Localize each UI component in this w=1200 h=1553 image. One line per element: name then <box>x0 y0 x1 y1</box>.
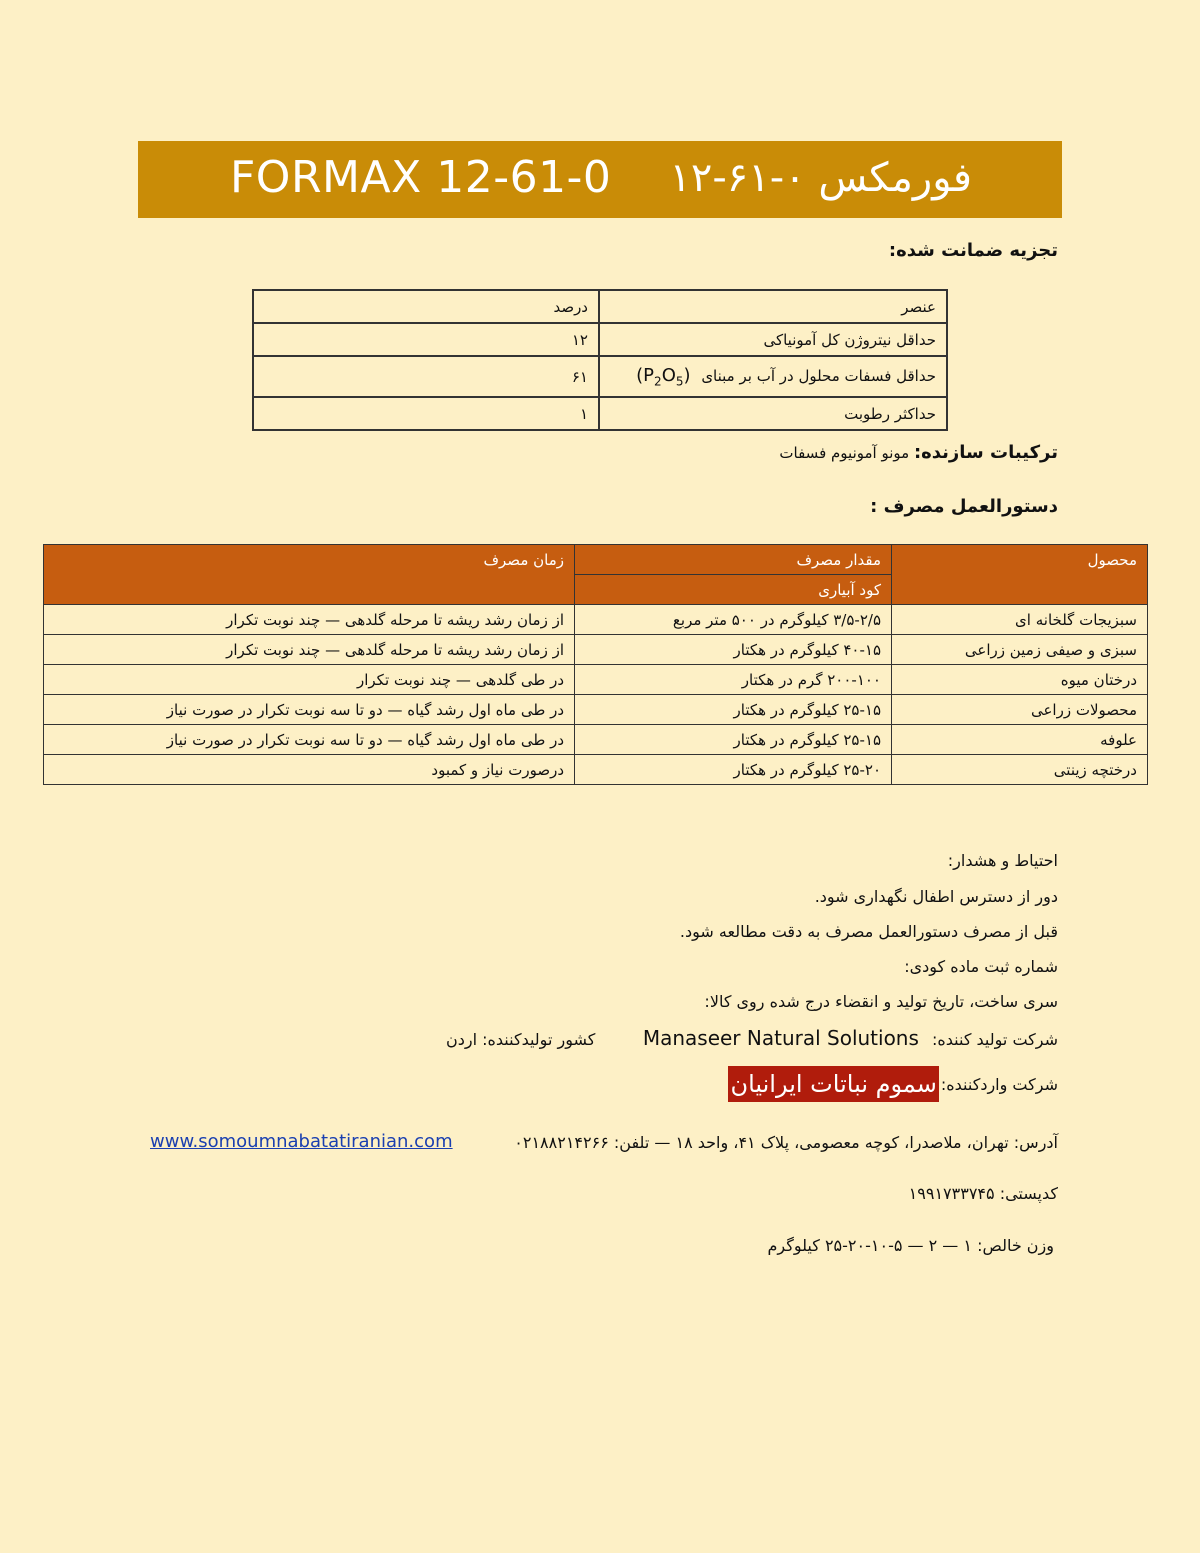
product-title-fa: فورمکس ۰-۶۱-۱۲ <box>669 155 972 201</box>
composition-value: مونو آمونیوم فسفات <box>779 444 910 462</box>
postal-code: کدپستی: ۱۹۹۱۷۳۳۷۴۵ <box>908 1184 1058 1203</box>
importer-line <box>728 1060 1058 1108</box>
country-of-origin: کشور تولیدکننده: اردن <box>446 1030 596 1049</box>
time-cell: از زمان رشد ریشه تا مرحله گلدهی — چند نوبت تکرار <box>44 605 575 635</box>
product-cell: علوفه <box>892 725 1148 755</box>
element-cell <box>599 356 947 397</box>
product-cell: محصولات زراعی <box>892 695 1148 725</box>
table-row <box>253 397 947 430</box>
composition-line <box>779 442 1058 463</box>
amount-cell: ۴۰-۱۵ کیلوگرم در هکتار <box>575 635 892 665</box>
product-cell: درختان میوه <box>892 665 1148 695</box>
amount-cell: ۲۵-۱۵ کیلوگرم در هکتار <box>575 725 892 755</box>
table-row <box>44 605 1148 635</box>
table-row <box>44 695 1148 725</box>
column-header-fertigation: کود آبیاری <box>575 575 892 605</box>
analysis-table <box>252 289 948 431</box>
importer-name: سموم نباتات ایرانیان <box>728 1066 938 1102</box>
percent-cell: ۱۲ <box>253 323 599 356</box>
table-row <box>253 290 947 323</box>
product-cell: درختچه زینتی <box>892 755 1148 785</box>
time-cell: درصورت نیاز و کمبود <box>44 755 575 785</box>
warning-title: احتیاط و هشدار: <box>947 851 1058 870</box>
amount-cell: ۲۵-۲۰ کیلوگرم در هکتار <box>575 755 892 785</box>
analysis-heading: تجزیه ضمانت شده: <box>888 240 1058 261</box>
product-cell: سبزی و صیفی زمین زراعی <box>892 635 1148 665</box>
title-banner <box>138 141 1062 218</box>
amount-cell: ۳/۵-۲/۵ کیلوگرم در ۵۰۰ متر مربع <box>575 605 892 635</box>
table-row <box>44 755 1148 785</box>
product-cell: سبزیجات گلخانه ای <box>892 605 1148 635</box>
read-first-note: قبل از مصرف دستورالعمل مصرف به دقت مطالعه شود. <box>679 922 1058 941</box>
percent-cell: ۶۱ <box>253 356 599 397</box>
keep-away-note: دور از دسترس اطفال نگهداری شود. <box>814 887 1058 906</box>
manufacturer-line <box>643 1026 1058 1050</box>
registration-number: شماره ثبت ماده کودی: <box>904 957 1058 976</box>
time-cell: از زمان رشد ریشه تا مرحله گلدهی — چند نوبت تکرار <box>44 635 575 665</box>
time-cell: در طی ماه اول رشد گیاه — دو تا سه نوبت تکرار در صورت نیاز <box>44 725 575 755</box>
manufacturer-name: Manaseer Natural Solutions <box>642 1026 919 1050</box>
table-row <box>44 635 1148 665</box>
product-title-en: FORMAX 12-61-0 <box>230 152 612 203</box>
percent-cell: ۱ <box>253 397 599 430</box>
amount-cell: ۲۵-۱۵ کیلوگرم در هکتار <box>575 695 892 725</box>
table-row <box>253 323 947 356</box>
element-cell: حداقل نیتروژن کل آمونیاکی <box>599 323 947 356</box>
formula-text: $(P_2O_5)$ <box>636 364 691 389</box>
importer-label: شرکت واردکننده: <box>940 1074 1058 1094</box>
batch-info: سری ساخت، تاریخ تولید و انقضاء درج شده روی کالا: <box>704 992 1058 1011</box>
time-cell: در طی ماه اول رشد گیاه — دو تا سه نوبت تکرار در صورت نیاز <box>44 695 575 725</box>
usage-table <box>43 544 1148 785</box>
manufacturer-label: شرکت تولید کننده: <box>932 1030 1058 1049</box>
column-header-percent: درصد <box>253 290 599 323</box>
element-cell: حداکثر رطوبت <box>599 397 947 430</box>
usage-heading: دستورالعمل مصرف : <box>870 496 1058 517</box>
table-row <box>44 725 1148 755</box>
table-header-row <box>44 545 1148 575</box>
net-weight: وزن خالص: ۱ — ۲ — ۵-۱۰-۲۰-۲۵ کیلوگرم <box>767 1236 1054 1255</box>
website-link[interactable]: www.somoumnabatatiranian.com <box>150 1131 453 1152</box>
time-cell: در طی گلدهی — چند نوبت تکرار <box>44 665 575 695</box>
composition-label: ترکیبات سازنده: <box>913 442 1058 463</box>
column-header-element: عنصر <box>599 290 947 323</box>
element-text: حداقل فسفات محلول در آب بر مبنای <box>701 366 936 385</box>
column-header-amount: مقدار مصرف <box>575 545 892 575</box>
table-row <box>44 665 1148 695</box>
table-row <box>253 356 947 397</box>
amount-cell: ۲۰۰-۱۰۰ گرم در هکتار <box>575 665 892 695</box>
column-header-time: زمان مصرف <box>44 545 575 605</box>
column-header-product: محصول <box>892 545 1148 605</box>
address-line: آدرس: تهران، ملاصدرا، کوچه معصومی، پلاک ۴۱، واحد ۱۸ — تلفن: ۰۲۱۸۸۲۱۴۲۶۶ <box>514 1133 1058 1152</box>
